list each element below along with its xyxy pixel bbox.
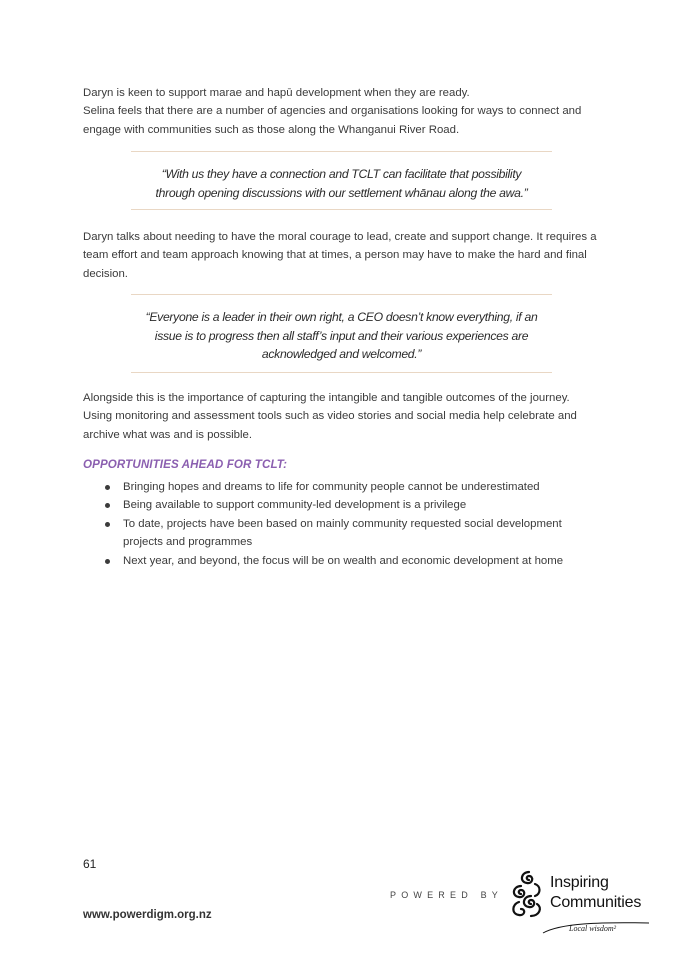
logo-text-inspiring: Inspiring (550, 874, 609, 891)
logo-tagline: Local wisdom² (569, 924, 617, 933)
powered-by-label: POWERED BY (390, 890, 504, 900)
list-item: Being available to support community-led development is a privilege (105, 496, 585, 514)
quote-block-1 (131, 151, 552, 210)
bullet-icon (105, 503, 110, 508)
opportunities-list (105, 478, 585, 570)
quote-text-1: “With us they have a connection and TCLT can facilitate that possibility through opening discussions with our settlement whānau along the awa.” (155, 167, 528, 200)
list-item: To date, projects have been based on mainly community requested social development projects and programmes (105, 515, 585, 552)
logo-text-communities: Communities (550, 894, 642, 911)
paragraph-intro-line2: Selina feels that there are a number of agencies and organisations looking for ways to connect and engage with communities such as those along the Whanganui River Road. (83, 105, 582, 136)
opportunities-heading: OPPORTUNITIES AHEAD FOR TCLT: (83, 458, 288, 471)
website-link[interactable]: www.powerdigm.org.nz (83, 909, 212, 921)
list-item: Next year, and beyond, the focus will be on wealth and economic development at home (105, 552, 585, 570)
quote-block-2 (131, 294, 552, 373)
list-item: Bringing hopes and dreams to life for community people cannot be underestimated (105, 478, 585, 496)
paragraph-intro-line1: Daryn is keen to support marae and hapū development when they are ready. (83, 87, 470, 99)
quote-text-2: “Everyone is a leader in their own right, a CEO doesn’t know everything, if an issue is to progress then all staff’s input and their various experiences are acknowledged and welcomed.” (145, 310, 538, 362)
paragraph-moral-courage: Daryn talks about needing to have the moral courage to lead, create and support change. It requires a team effort and team approach knowing that at times, a person may have to make the hard and final decision. (83, 231, 597, 280)
inspiring-communities-logo (509, 868, 659, 940)
spiral-logo-icon (509, 868, 549, 920)
paragraph-intro (83, 84, 599, 139)
bullet-icon (105, 522, 110, 527)
bullet-icon (105, 485, 110, 490)
bullet-icon (105, 559, 110, 564)
paragraph-outcomes: Alongside this is the importance of capturing the intangible and tangible outcomes of the journey. Using monitoring and assessment tools such as video stories and social media help celebrate and archive what was and is possible. (83, 392, 577, 441)
page-number: 61 (83, 857, 97, 871)
